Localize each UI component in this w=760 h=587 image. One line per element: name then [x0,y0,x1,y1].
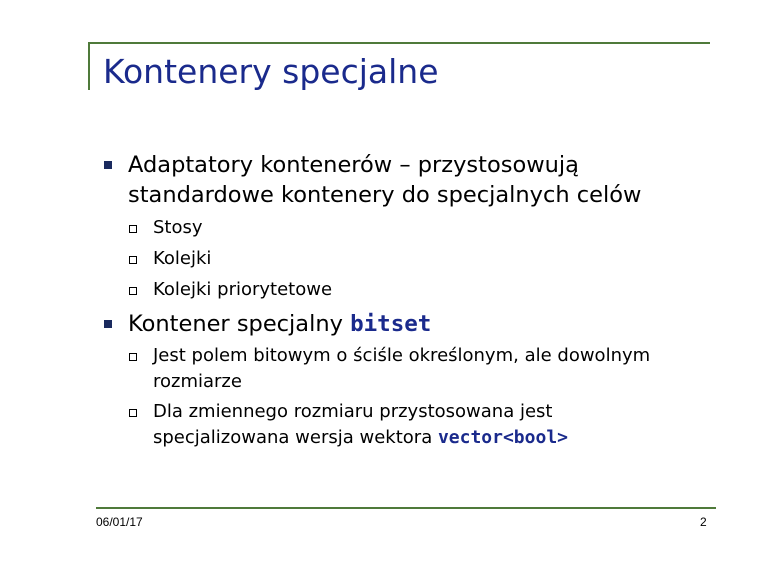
subbullet-text: Dla zmiennego rozmiaru przystosowana jest [153,401,553,422]
bullet-text: Adaptatory kontenerów – przystosowują [128,152,579,178]
code-vector-bool: vector<bool> [437,427,568,448]
bullet-text-wrap [128,309,431,339]
hollow-square-icon [129,225,137,233]
subbullet-text: rozmiarze [153,371,242,392]
hollow-square-icon [129,409,137,417]
code-bitset: bitset [350,311,432,337]
bullet-text: standardowe kontenery do specjalnych celów [128,182,642,208]
subbullet-text: Kolejki [153,248,212,269]
subbullet-text-wrap [153,425,568,451]
hollow-square-icon [129,353,137,361]
subbullet-text: Jest polem bitowym o ściśle określonym, ale dowolnym [153,345,651,366]
bullet-square-icon [104,320,112,328]
hollow-square-icon [129,287,137,295]
subbullet-text: Stosy [153,217,203,238]
subbullet-text: specjalizowana wersja wektora [153,427,438,448]
footer-date: 06/01/17 [96,515,143,529]
page-number: 2 [700,515,707,529]
subbullet-text: Kolejki priorytetowe [153,279,333,300]
slide-title: Kontenery specjalne [103,52,439,91]
bullet-text: Kontener specjalny [128,311,351,337]
bullet-square-icon [104,161,112,169]
hollow-square-icon [129,256,137,264]
footer-rule [96,507,716,509]
